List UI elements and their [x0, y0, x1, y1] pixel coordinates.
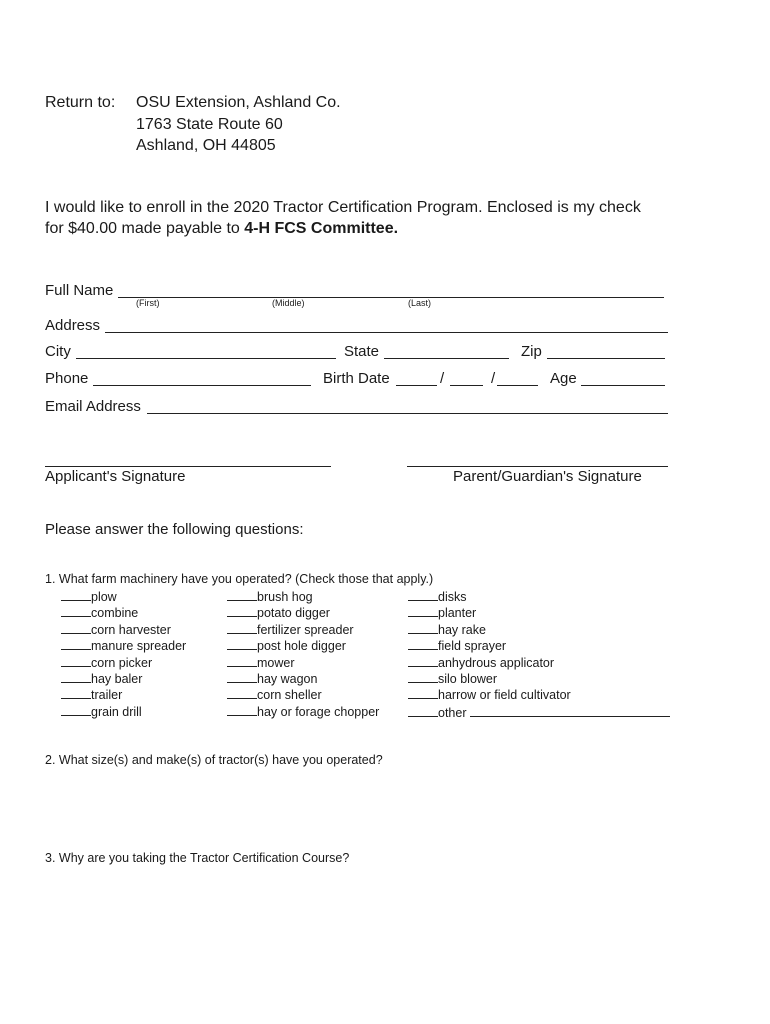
question-1: 1. What farm machinery have you operated? (Check those that apply.) — [45, 572, 434, 586]
last-name-hint: (Last) — [408, 298, 432, 308]
questions-intro: Please answer the following questions: — [45, 521, 304, 538]
parent-signature-label: Parent/Guardian's Signature — [453, 468, 642, 485]
return-line-2: 1763 State Route 60 — [136, 116, 283, 133]
checklist-item[interactable] — [408, 687, 571, 702]
check-blank[interactable] — [227, 589, 257, 601]
check-blank[interactable] — [227, 655, 257, 667]
checklist-item[interactable] — [227, 687, 322, 702]
check-blank[interactable] — [227, 622, 257, 634]
check-blank[interactable] — [61, 605, 91, 617]
check-blank[interactable] — [408, 589, 438, 601]
checklist-item[interactable] — [61, 704, 142, 719]
enroll-line-2 — [45, 220, 398, 238]
check-blank[interactable] — [61, 687, 91, 699]
checklist-item[interactable] — [408, 589, 466, 604]
checklist-item[interactable] — [408, 605, 476, 620]
state-label: State — [344, 343, 380, 360]
checklist-item-label: mower — [257, 656, 295, 670]
check-blank[interactable] — [227, 704, 257, 716]
check-blank[interactable] — [61, 589, 91, 601]
checklist-item[interactable] — [227, 605, 330, 620]
question-2: 2. What size(s) and make(s) of tractor(s) have you operated? — [45, 753, 383, 767]
enroll-line-1: I would like to enroll in the 2020 Tractor Certification Program. Enclosed is my check — [45, 199, 641, 216]
checklist-item[interactable] — [408, 638, 506, 653]
checklist-item[interactable] — [227, 704, 379, 719]
checklist-item-label: hay or forage chopper — [257, 705, 380, 719]
checklist-item-label: corn picker — [91, 656, 153, 670]
checklist-item-label: other — [438, 706, 467, 720]
check-blank[interactable] — [61, 638, 91, 650]
checklist-item-label: hay baler — [91, 672, 143, 686]
question-3: 3. Why are you taking the Tractor Certification Course? — [45, 851, 350, 865]
state-field[interactable] — [384, 358, 509, 359]
checklist-item-label: planter — [438, 606, 477, 620]
check-blank[interactable] — [408, 605, 438, 617]
age-field[interactable] — [581, 385, 665, 386]
checklist-item[interactable] — [227, 671, 317, 686]
full-name-label: Full Name — [45, 282, 114, 299]
payee-name: 4-H FCS Committee. — [244, 220, 399, 237]
applicant-signature-line[interactable] — [45, 466, 331, 467]
checklist-item[interactable] — [227, 655, 295, 670]
checklist-item-label: corn sheller — [257, 688, 322, 702]
other-specify-field[interactable] — [470, 704, 670, 717]
checklist-item-label: hay wagon — [257, 672, 318, 686]
checklist-item-label: brush hog — [257, 590, 313, 604]
check-blank[interactable] — [408, 655, 438, 667]
full-name-field[interactable] — [118, 297, 664, 298]
date-separator: / — [491, 370, 496, 387]
checklist-item-label: corn harvester — [91, 623, 171, 637]
date-separator: / — [440, 370, 445, 387]
email-field[interactable] — [147, 413, 668, 414]
birth-date-label: Birth Date — [323, 370, 390, 387]
check-blank[interactable] — [408, 687, 438, 699]
check-blank[interactable] — [61, 622, 91, 634]
checklist-item-label: grain drill — [91, 705, 142, 719]
checklist-item-other[interactable] — [408, 704, 670, 720]
check-blank[interactable] — [61, 671, 91, 683]
checklist-item-label: combine — [91, 606, 139, 620]
checklist-item[interactable] — [61, 655, 152, 670]
address-field[interactable] — [105, 332, 668, 333]
checklist-item[interactable] — [227, 589, 313, 604]
checklist-item[interactable] — [61, 589, 117, 604]
check-blank[interactable] — [227, 671, 257, 683]
parent-signature-line[interactable] — [407, 466, 668, 467]
checklist-item[interactable] — [408, 655, 554, 670]
checklist-item-label: disks — [438, 590, 467, 604]
check-blank[interactable] — [408, 705, 438, 717]
phone-label: Phone — [45, 370, 89, 387]
birth-day-field[interactable] — [450, 385, 483, 386]
checklist-item[interactable] — [61, 671, 142, 686]
checklist-item-label: trailer — [91, 688, 123, 702]
checklist-item[interactable] — [408, 671, 497, 686]
check-blank[interactable] — [227, 638, 257, 650]
checklist-item-label: potato digger — [257, 606, 330, 620]
zip-field[interactable] — [547, 358, 665, 359]
email-label: Email Address — [45, 398, 141, 415]
checklist-item[interactable] — [408, 622, 486, 637]
return-line-1: OSU Extension, Ashland Co. — [136, 94, 341, 111]
city-field[interactable] — [76, 358, 336, 359]
check-blank[interactable] — [408, 622, 438, 634]
checklist-item-label: post hole digger — [257, 639, 346, 653]
checklist-item-label: harrow or field cultivator — [438, 688, 571, 702]
check-blank[interactable] — [408, 671, 438, 683]
check-blank[interactable] — [61, 655, 91, 667]
enroll-line-2-text: for $40.00 made payable to — [45, 220, 245, 237]
age-label: Age — [550, 370, 577, 387]
applicant-signature-label: Applicant's Signature — [45, 468, 186, 485]
check-blank[interactable] — [61, 704, 91, 716]
checklist-item-label: plow — [91, 590, 117, 604]
checklist-item[interactable] — [61, 638, 186, 653]
phone-field[interactable] — [93, 385, 311, 386]
checklist-item-label: field sprayer — [438, 639, 507, 653]
checklist-item[interactable] — [61, 605, 138, 620]
checklist-item-label: fertilizer spreader — [257, 623, 354, 637]
return-label: Return to: — [45, 94, 116, 111]
check-blank[interactable] — [408, 638, 438, 650]
address-label: Address — [45, 317, 101, 334]
first-name-hint: (First) — [136, 298, 160, 308]
city-label: City — [45, 343, 71, 360]
checklist-item-label: anhydrous applicator — [438, 656, 555, 670]
birth-month-field[interactable] — [396, 385, 437, 386]
zip-label: Zip — [521, 343, 542, 360]
checklist-item[interactable] — [61, 622, 171, 637]
check-blank[interactable] — [227, 605, 257, 617]
checklist-item[interactable] — [227, 622, 354, 637]
return-line-3: Ashland, OH 44805 — [136, 137, 276, 154]
checklist-item-label: manure spreader — [91, 639, 187, 653]
checklist-item-label: hay rake — [438, 623, 486, 637]
middle-name-hint: (Middle) — [272, 298, 305, 308]
checklist-item[interactable] — [61, 687, 122, 702]
checklist-item-label: silo blower — [438, 672, 498, 686]
check-blank[interactable] — [227, 687, 257, 699]
checklist-item[interactable] — [227, 638, 346, 653]
birth-year-field[interactable] — [497, 385, 538, 386]
